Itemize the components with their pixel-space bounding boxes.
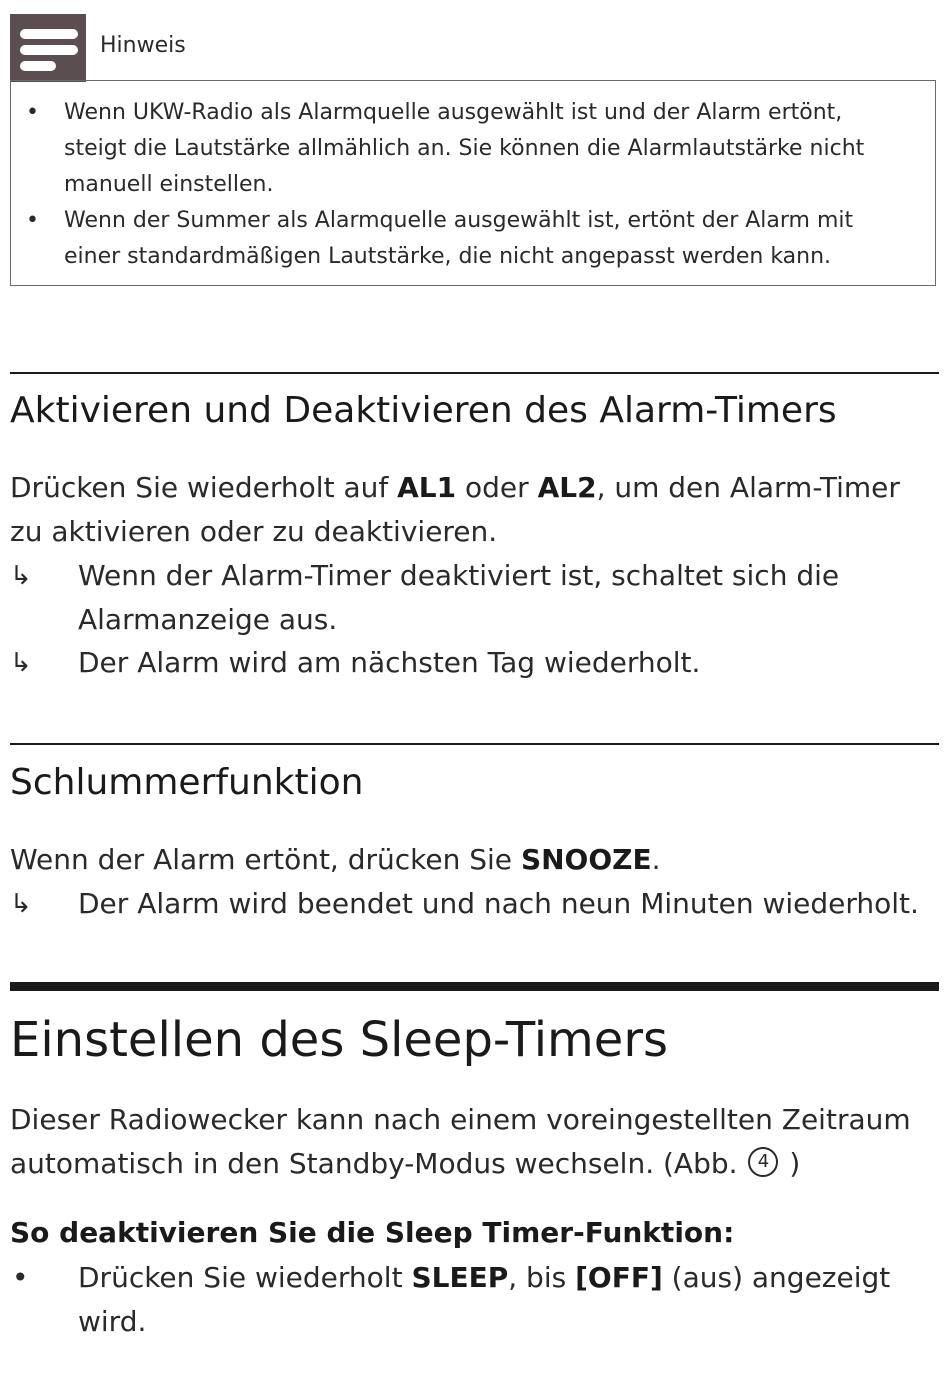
sleep-step: Drücken Sie wiederholt SLEEP, bis [OFF] (aus) angezeigt wird.: [78, 1261, 891, 1338]
result-arrow-icon: ↳: [10, 561, 32, 591]
note-icon: [10, 14, 86, 82]
chapter-heading-sleep: Einstellen des Sleep-Timers: [10, 1012, 669, 1068]
result-item: Der Alarm wird am nächsten Tag wiederholt.: [78, 646, 701, 679]
note-item: Wenn UKW-Radio als Alarmquelle ausgewählt ist und der Alarm ertönt, steigt die Lautstärke allmählich an. Sie können die Alarmlautstärke nicht manuell einstellen.: [64, 100, 865, 197]
section-heading-alarm: Aktivieren und Deaktivieren des Alarm-Timers: [10, 390, 837, 431]
result-arrow-icon: ↳: [10, 889, 32, 919]
key-snooze: SNOOZE: [520, 843, 652, 876]
chapter-divider: [10, 982, 939, 991]
key-al1: AL1: [397, 471, 457, 504]
section-divider: [10, 743, 939, 745]
key-sleep: SLEEP: [411, 1261, 509, 1294]
snooze-intro: Wenn der Alarm ertönt, drücken Sie SNOOZE.: [10, 843, 661, 876]
section-heading-snooze: Schlummerfunktion: [10, 762, 364, 803]
note-title: Hinweis: [100, 33, 186, 58]
bullet-icon: •: [26, 100, 39, 125]
bullet-icon: •: [26, 208, 39, 233]
key-al2: AL2: [537, 471, 597, 504]
alarm-intro: Drücken Sie wiederholt auf AL1 oder AL2, um den Alarm-Timer zu aktivieren oder zu deaktivieren.: [10, 471, 900, 548]
result-item: Wenn der Alarm-Timer deaktiviert ist, schaltet sich die Alarmanzeige aus.: [78, 559, 840, 636]
note-item: Wenn der Summer als Alarmquelle ausgewählt ist, ertönt der Alarm mit einer standardmäßigen Lautstärke, die nicht angepasst werden kann.: [64, 208, 854, 269]
result-item: Der Alarm wird beendet und nach neun Minuten wiederholt.: [78, 887, 919, 920]
display-off: [OFF]: [575, 1261, 663, 1294]
section-divider: [10, 372, 939, 374]
sleep-intro: Dieser Radiowecker kann nach einem voreingestellten Zeitraum automatisch in den Standby-Modus wechseln. (Abb. 4 ): [10, 1103, 911, 1180]
sleep-subheading: So deaktivieren Sie die Sleep Timer-Funktion:: [10, 1216, 735, 1249]
figure-number-badge: 4: [748, 1147, 778, 1177]
result-arrow-icon: ↳: [10, 648, 32, 678]
bullet-icon: •: [12, 1261, 29, 1294]
